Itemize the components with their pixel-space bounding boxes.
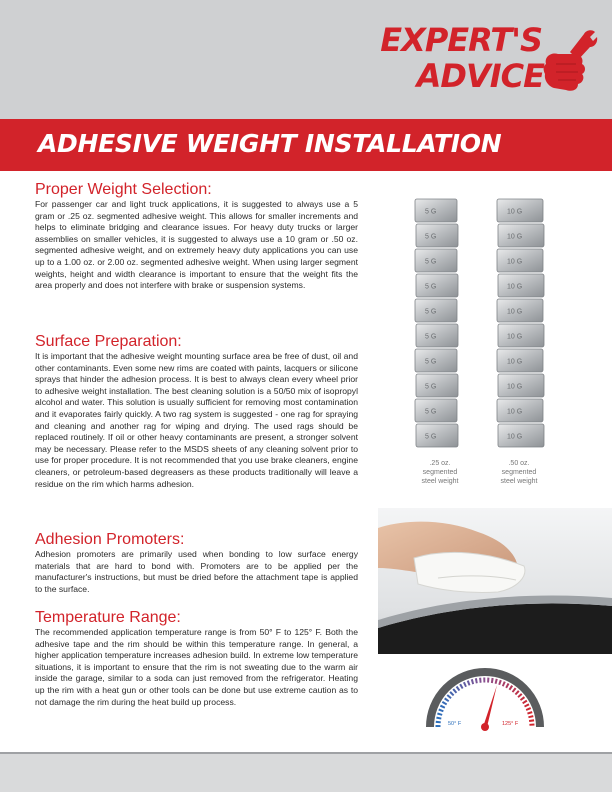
weight-segment-label: 10 G <box>507 208 523 216</box>
wrench-fist-icon <box>540 28 598 94</box>
caption-line: segmented <box>422 469 458 476</box>
weight-segment <box>416 424 458 447</box>
section-body: The recommended application temperature range is from 50° F to 125° F. Both the adhesive tape and the rim should be within this temperature range. In general, a higher application temperature increases adhesion build. In extreme low temperature situations, it is important to ensure that the rim is not sweating due to the warm air inside the garage, similar to a soda can just removed from the refrigerator. Heating up the rim with a heat gun or other tools can be done but use extreme caution as to not damage the rim during the heat build up process. <box>35 627 358 707</box>
weight-strips-image <box>405 193 575 465</box>
weight-segment <box>416 324 458 347</box>
section-weight-selection <box>35 181 358 292</box>
temperature-gauge <box>420 655 550 735</box>
weight-segment-label: 10 G <box>507 433 523 441</box>
footer-divider <box>0 752 612 754</box>
weight-segment-label: 5 G <box>425 233 437 241</box>
weight-segment-label: 5 G <box>425 383 437 391</box>
quarter-oz-weight-strip <box>415 199 458 447</box>
caption-line: steel weight <box>421 478 459 485</box>
half-oz-weight-strip <box>497 199 544 447</box>
caption-line: .25 oz. <box>429 460 451 467</box>
gauge-high-label: 125° F <box>502 721 519 727</box>
caption-line: segmented <box>501 469 537 476</box>
section-surface-preparation <box>35 333 358 490</box>
title-bar <box>0 119 612 171</box>
section-adhesion-promoters <box>35 531 358 595</box>
weight-segment-label: 10 G <box>507 258 523 266</box>
weight-segment <box>416 374 458 397</box>
section-heading: Adhesion Promoters: <box>35 531 185 548</box>
weight-segment-label: 5 G <box>425 358 437 366</box>
right-weight-caption <box>489 459 549 486</box>
brand-line-1: EXPERT'S <box>380 21 542 59</box>
caption-line: .50 oz. <box>508 460 530 467</box>
section-body: For passenger car and light truck applications, it is suggested to always use a 5 gram or .25 oz. segmented adhesive weight. This allows for smaller increments and helps to eliminate bridging and clearance issues. For heavy duty trucks or larger assemblies on smaller vehicles, it is suggested to always use a 10 gram or .50 oz. segmented adhesive weight, and on extremely heavy duty applications you can use up to a 1.00 oz. or 2.00 oz. segmented adhesive weight. When using larger segment weights, height and width clearance is important to ensure that the weight fits the area properly and does not interfere with brake or suspension systems. <box>35 199 358 291</box>
section-heading: Surface Preparation: <box>35 333 182 350</box>
weight-segment-label: 10 G <box>507 383 523 391</box>
brand-line-2: ADVICE <box>416 57 544 95</box>
weight-segment-label: 10 G <box>507 308 523 316</box>
weights-illustration <box>405 193 575 465</box>
weight-segment-label: 5 G <box>425 333 437 341</box>
weight-segment-label: 5 G <box>425 208 437 216</box>
footer-band <box>0 752 612 792</box>
gauge-needle <box>483 685 497 727</box>
rim-cleaning-photo <box>378 508 612 654</box>
weight-segment-label: 10 G <box>507 283 523 291</box>
weight-segment-label: 5 G <box>425 308 437 316</box>
weight-segment-label: 10 G <box>507 333 523 341</box>
caption-line: steel weight <box>500 478 538 485</box>
gauge-low-label: 50° F <box>448 721 462 727</box>
weight-segment <box>416 274 458 297</box>
weight-segment <box>416 224 458 247</box>
page-title: ADHESIVE WEIGHT INSTALLATION <box>38 129 502 158</box>
section-heading: Temperature Range: <box>35 609 181 626</box>
brand-logo <box>380 22 542 94</box>
section-body: It is important that the adhesive weight mounting surface area be free of dust, oil and other contaminants. Even some new rims are coated with paints, lacquers or silicone sprays that hinder the adhesion process. It is best to always clean every wheel prior to adhesive weight installation. The best cleaning solution is a 50/50 mix of isopropyl alcohol and water. This solution is usually sufficient for removing most contamination and it evaporates fairly quickly. A two rag system is suggested - one rag for spraying and cleaning and another rag for wiping and drying. The used rags should be replaced routinely. If oil or other heavy contaminants are present, a stronger solvent may be necessary. Please refer to the MSDS sheets of any cleaning solvent prior to use for proper procedure. It is not recommended that you use brake cleaners, engine cleaners, or petroleum-based degreasers as these products traditionally will leave a residue on the rim which harms adhesion. <box>35 351 358 489</box>
weight-segment-label: 5 G <box>425 408 437 416</box>
weight-segment-label: 10 G <box>507 358 523 366</box>
section-temperature-range <box>35 609 358 708</box>
weight-segment-label: 5 G <box>425 433 437 441</box>
left-weight-caption <box>410 459 470 486</box>
section-body: Adhesion promoters are primarily used when bonding to low surface energy materials that are hard to bond with. Promoters are to be applied per the manufacturer's instructions, but must be dried before the attachment tape is applied to the surface. <box>35 549 358 594</box>
weight-segment-label: 10 G <box>507 408 523 416</box>
section-heading: Proper Weight Selection: <box>35 181 212 198</box>
weight-segment-label: 5 G <box>425 258 437 266</box>
weight-segment-label: 5 G <box>425 283 437 291</box>
weight-segment-label: 10 G <box>507 233 523 241</box>
